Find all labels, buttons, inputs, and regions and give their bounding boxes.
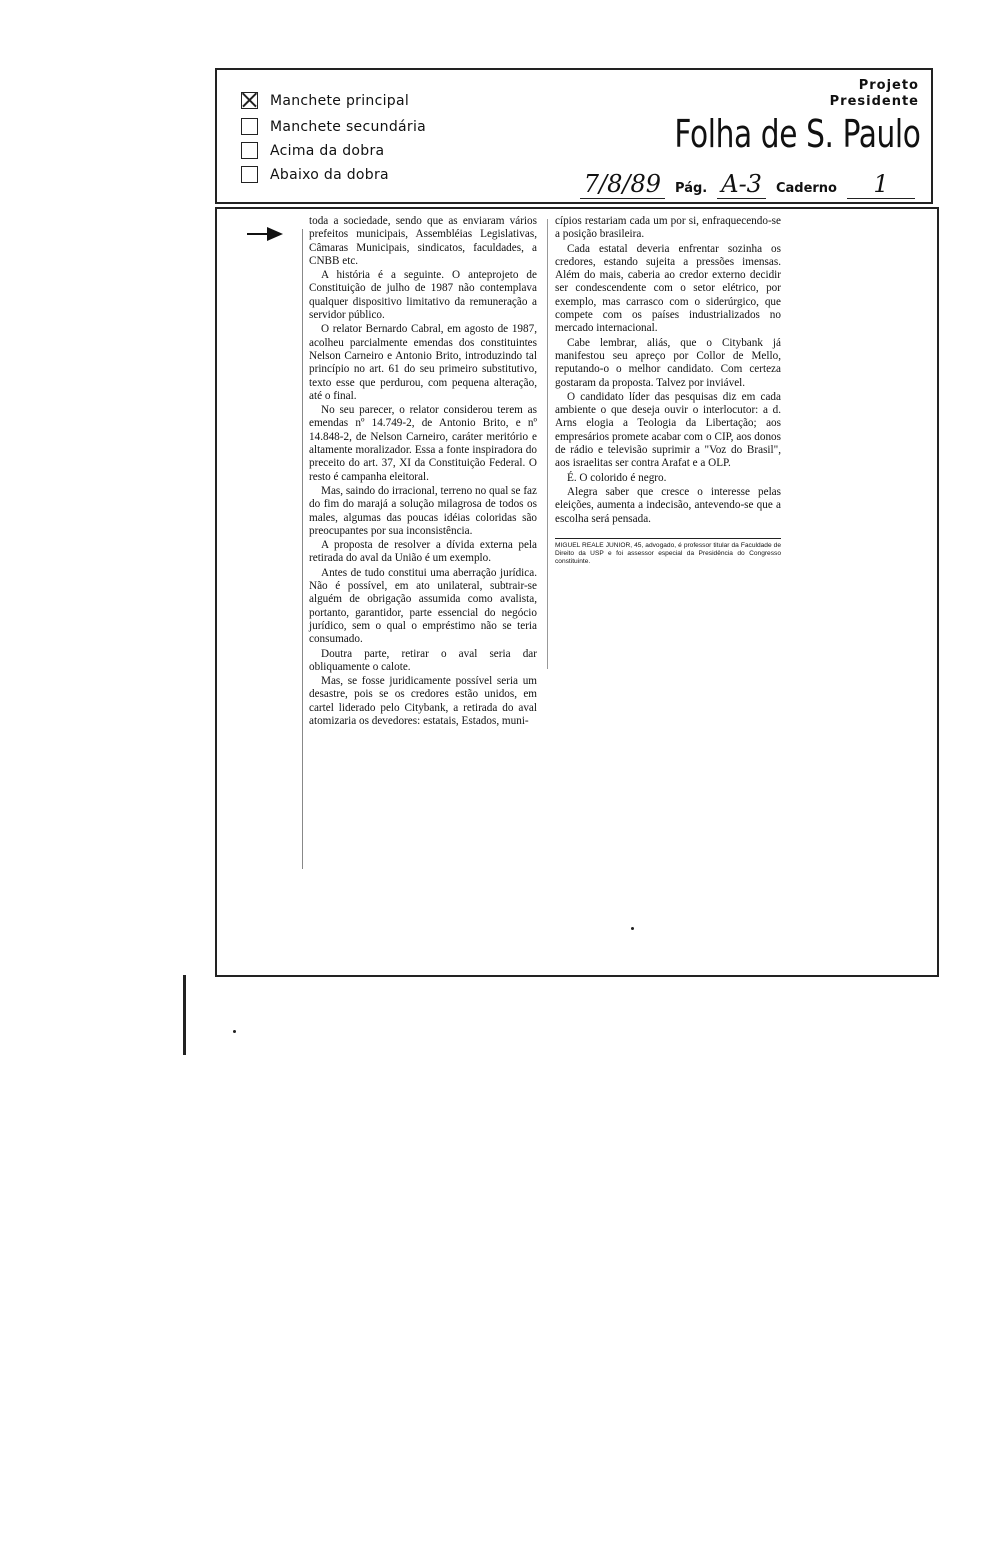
column-rule-left [302,229,303,869]
speck-dot [233,1030,236,1033]
paragraph: Cada estatal deveria enfrentar sozinha os credores, estando sujeita a pressões imensas. Além do mais, caberia ao credor externo decidir ser condescendente com o setor elétrico, por exemplo, mas carrasco com o siderúrgico, que compete com os países industrializados no mercado internacional. [555,242,781,335]
paragraph: O relator Bernardo Cabral, em agosto de 1987, acolheu parcialmente emendas dos constituintes Nelson Carneiro e Antonio Brito, introduzindo tal princípio no art. 61 do seu primeiro substitutivo, texto esse que perdurou, com pequena alteração, até o final. [309,323,537,402]
paragraph: É. O colorido é negro. [567,471,667,484]
paragraph: No seu parecer, o relator considerou terem as emendas nº 14.749-2, de Antonio Brito, e nº 14.848-2, de Nelson Carneiro, caráter meritório e altamente moralizador. Essa a fonte inspiradora do preceito do art. 37, XI da Constituição Federal. O resto é campanha eleitoral. [309,404,537,483]
article-column-right [555,215,781,567]
speck-dot [631,927,634,930]
column-rule-middle [547,219,548,669]
paragraph: Cabe lembrar, aliás, que o Citybank já manifestou seu apreço por Collor de Mello, reputando-o o melhor candidato. Com certeza gostaram da proposta. Talvez por inviável. [555,336,781,389]
article-column-left [309,215,537,729]
page-value-handwritten: A-3 [717,170,766,199]
project-line-1: Projeto [858,78,919,93]
paragraph: Doutra parte, retirar o aval seria dar obliquamente o calote. [309,647,537,673]
checkbox-empty-icon[interactable] [241,142,258,159]
checkbox-label: Acima da dobra [270,142,385,159]
checkbox-checked-icon[interactable] [241,92,258,109]
clipping-header [215,68,933,204]
paragraph: Alegra saber que cresce o interesse pelas eleições, aumenta a indecisão, antevendo-se que a escolha será pensada. [555,485,781,525]
checkbox-row-abaixo-da-dobra[interactable] [241,166,389,183]
paragraph: toda a sociedade, sendo que as enviaram vários prefeitos municipais, Assembléias Legislativas, Câmaras Municipais, sindicatos, faculdades, a CNBB etc. [309,215,537,267]
checkbox-empty-icon[interactable] [241,118,258,135]
checkbox-row-acima-da-dobra[interactable] [241,142,384,159]
checkbox-label: Manchete secundária [270,118,427,135]
checkbox-row-manchete-secundaria[interactable] [241,118,426,135]
newspaper-name: Folha de S. Paulo [674,112,921,156]
checkbox-label: Manchete principal [270,92,410,109]
project-label [830,78,919,110]
paragraph: O candidato líder das pesquisas diz em cada ambiente o que deseja ouvir o interlocutor: a d. Arns elogia a Teologia da Libertação; aos empresários promete acabar com o CIP, aos donos de rádio e televisão suprimir a "Voz do Brasil", aos israelitas ser contra Arafat e a OLP. [555,390,781,470]
project-line-2: Presidente [829,94,919,109]
section-value-handwritten: 1 [847,170,915,199]
checkbox-label: Abaixo da dobra [270,166,389,183]
paragraph: Antes de tudo constitui uma aberração jurídica. Não é possível, em ato unilateral, subtrair-se alguém de obrigação assumida como avalista, portanto, garantidor, parte essencial do negócio jurídico, sem o qual o empréstimo não se teria consumado. [309,566,537,646]
paragraph: Mas, se fosse juridicamente possível seria um desastre, pois se os credores estão unidos, em cartel liderado pelo Citybank, a retirada do aval atomizaria os devedores: estatais, Estados, muni- [309,675,537,727]
page-label: Pág. [675,181,708,196]
date-handwritten: 7/8/89 [580,170,665,199]
checkbox-row-manchete-principal[interactable] [241,92,409,109]
paragraph: cípios restariam cada um por si, enfraquecendo-se a posição brasileira. [555,215,781,241]
paragraph: A proposta de resolver a dívida externa pela retirada do aval da União é um exemplo. [309,539,537,565]
clipping-meta [580,170,915,199]
article-clipping [215,207,939,977]
section-label: Caderno [775,181,837,196]
author-note: MIGUEL REALE JUNIOR, 45, advogado, é professor titular da Faculdade de Direito da USP e foi assessor especial da Presidência do Congresso constituinte. [555,538,781,566]
paragraph: A história é a seguinte. O anteprojeto de Constituição de julho de 1987 não contemplava qualquer dispositivo limitativo da remuneração a servidor público. [309,269,537,322]
scan-edge-line [183,975,186,1055]
paragraph: Mas, saindo do irracional, terreno no qual se faz do fim do marajá a solução milagrosa de todos os males, algumas das poucas idéias coloridas são preocupantes por sua inconsistência. [309,484,537,537]
checkbox-empty-icon[interactable] [241,166,258,183]
